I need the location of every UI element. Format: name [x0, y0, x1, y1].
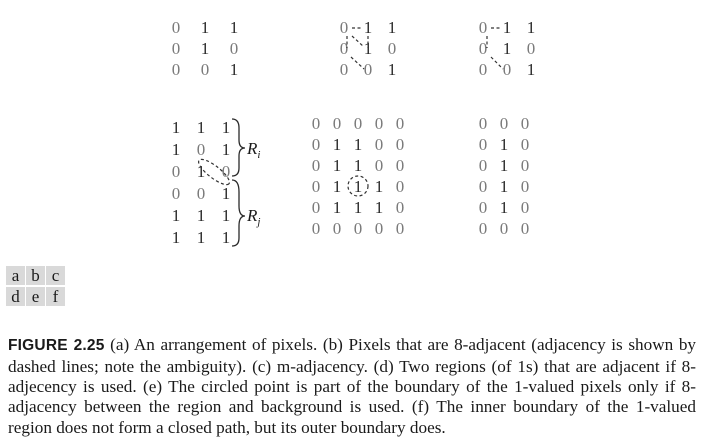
panel-f-cell-r3-c2: 1 [499, 156, 509, 175]
panel-c-cell-r1-c2: 1 [502, 18, 512, 37]
panel-d-cell-r2-c2: 0 [196, 140, 206, 159]
figure-caption [8, 335, 696, 438]
panel-a-cell-r3-c2: 0 [200, 60, 210, 79]
panel-d-region-ri-label: $R_i$ [247, 139, 261, 161]
panel-c-cell-r2-c3: 0 [526, 39, 536, 58]
panel-e-cell-r5-c2: 1 [332, 198, 342, 217]
caption-text: (a) An arrangement of pixels. (b) Pixels that are 8-adjacent (adjacency is shown by dashed lines; note the ambiguity). (c) m-adjacency. (d) Two regions (of 1s) that are adjacent if 8-adjecency is used. (e) The circled point is part of the boundary of the 1-valued pixels only if 8-adjacency between the region and background is used. (f) The inner boundary of the 1-valued region does not form a closed path, but its outer boundary does. [8, 335, 697, 437]
panel-label-grid [6, 266, 66, 308]
panel-e-cell-r2-c2: 1 [332, 135, 342, 154]
panel-c-cell-r3-c2: 0 [502, 60, 512, 79]
panel-d-cell-r3-c3: 0 [221, 162, 231, 181]
panel-e-cell-r5-c5: 0 [395, 198, 405, 217]
panel-f-cell-r1-c2: 0 [499, 114, 509, 133]
panel-c-cell-r3-c1: 0 [478, 60, 488, 79]
panel-c-cell-r1-c3: 1 [526, 18, 536, 37]
panel-label-row-2 [6, 287, 66, 308]
panel-b-cell-r1-c1: 0 [339, 18, 349, 37]
panel-d-cell-r2-c3: 1 [221, 140, 231, 159]
panel-f-cell-r5-c2: 1 [499, 198, 509, 217]
panel-a-cell-r1-c2: 1 [200, 18, 210, 37]
panel-b-cell-r2-c2: 1 [363, 39, 373, 58]
panel-f-cell-r6-c1: 0 [478, 219, 488, 238]
panel-b-cell-r3-c1: 0 [339, 60, 349, 79]
panel-c-cell-r1-c1: 0 [478, 18, 488, 37]
panel-e-cell-r2-c3: 1 [353, 135, 363, 154]
panel-e-cell-r1-c2: 0 [332, 114, 342, 133]
panel-e-cell-r6-c4: 0 [374, 219, 384, 238]
caption-label: FIGURE 2.25 [8, 337, 105, 355]
panel-e-cell-r6-c2: 0 [332, 219, 342, 238]
panel-d-brace-ri [232, 119, 245, 176]
panel-b-cell-r1-c2: 1 [363, 18, 373, 37]
panel-d-region-rj-subscript: j [257, 216, 261, 228]
panel-d-cell-r5-c1: 1 [171, 206, 181, 225]
panel-a-cell-r2-c3: 0 [229, 39, 239, 58]
panel-label-f: f [46, 287, 65, 306]
panel-c-cell-r3-c3: 1 [526, 60, 536, 79]
panel-label-b: b [26, 266, 45, 285]
panel-e-cell-r1-c5: 0 [395, 114, 405, 133]
panel-a-cell-r1-c1: 0 [171, 18, 181, 37]
panel-e-cell-r2-c4: 0 [374, 135, 384, 154]
panel-e-cell-r1-c1: 0 [311, 114, 321, 133]
panel-b-link-diagonal-top [352, 36, 364, 47]
panel-e-cell-r1-c4: 0 [374, 114, 384, 133]
panel-d-cell-r4-c1: 0 [171, 184, 181, 203]
panel-d-cell-r3-c1: 0 [171, 162, 181, 181]
panel-d-cell-r5-c2: 1 [196, 206, 206, 225]
panel-d-cell-r5-c3: 1 [221, 206, 231, 225]
panel-e-cell-r5-c3: 1 [353, 198, 363, 217]
panel-a-cell-r3-c1: 0 [171, 60, 181, 79]
panel-b-cell-r3-c3: 1 [387, 60, 397, 79]
panel-b-link-diagonal [351, 57, 364, 69]
panel-d-cell-r2-c1: 1 [171, 140, 181, 159]
panel-c-cell-r2-c1: 0 [478, 39, 488, 58]
panel-label-row-1 [6, 266, 66, 287]
panel-f-cell-r5-c1: 0 [478, 198, 488, 217]
panel-d-cell-r1-c1: 1 [171, 118, 181, 137]
panel-e-cell-r2-c1: 0 [311, 135, 321, 154]
panel-b-cell-r3-c2: 0 [363, 60, 373, 79]
panel-f-cell-r2-c1: 0 [478, 135, 488, 154]
panel-e-cell-r3-c4: 0 [374, 156, 384, 175]
panel-f-cell-r4-c1: 0 [478, 177, 488, 196]
panel-d-cell-r1-c3: 1 [221, 118, 231, 137]
panel-e-cell-r4-c3: 1 [353, 177, 363, 196]
panel-d-cell-r6-c3: 1 [221, 228, 231, 247]
panel-f-cell-r4-c2: 1 [499, 177, 509, 196]
panel-e-cell-r3-c5: 0 [395, 156, 405, 175]
panel-e-cell-r5-c1: 0 [311, 198, 321, 217]
panel-f-cell-r4-c3: 0 [520, 177, 530, 196]
panel-c-link-diagonal [491, 57, 503, 69]
panel-a-cell-r3-c3: 1 [229, 60, 239, 79]
panel-e-cell-r6-c1: 0 [311, 219, 321, 238]
panel-f-cell-r2-c3: 0 [520, 135, 530, 154]
panel-b-cell-r2-c1: 0 [339, 39, 349, 58]
panel-e-cell-r3-c1: 0 [311, 156, 321, 175]
panel-e-cell-r6-c3: 0 [353, 219, 363, 238]
panel-a-cell-r1-c3: 1 [229, 18, 239, 37]
panel-e-cell-r6-c5: 0 [395, 219, 405, 238]
panel-e-cell-r3-c3: 1 [353, 156, 363, 175]
panel-d-cell-r6-c2: 1 [196, 228, 206, 247]
panel-label-c: c [46, 266, 65, 285]
panel-f-cell-r2-c2: 1 [499, 135, 509, 154]
panel-f-cell-r1-c3: 0 [520, 114, 530, 133]
panel-f-cell-r6-c2: 0 [499, 219, 509, 238]
panel-e-cell-r4-c2: 1 [332, 177, 342, 196]
panel-label-d: d [6, 287, 25, 306]
panel-b-cell-r1-c3: 1 [387, 18, 397, 37]
panel-e-cell-r4-c1: 0 [311, 177, 321, 196]
panel-d-cell-r4-c2: 0 [196, 184, 206, 203]
panel-e-cell-r4-c5: 0 [395, 177, 405, 196]
panel-f-cell-r3-c3: 0 [520, 156, 530, 175]
panel-f-cell-r3-c1: 0 [478, 156, 488, 175]
panel-d-region-ri-subscript: i [257, 149, 261, 161]
panel-e-cell-r2-c5: 0 [395, 135, 405, 154]
panel-b-cell-r2-c3: 0 [387, 39, 397, 58]
panel-e-cell-r5-c4: 1 [374, 198, 384, 217]
panel-c-cell-r2-c2: 1 [502, 39, 512, 58]
panel-e-cell-r4-c4: 1 [374, 177, 384, 196]
panel-a-cell-r2-c2: 1 [200, 39, 210, 58]
panel-e-cell-r3-c2: 1 [332, 156, 342, 175]
panel-f-cell-r5-c3: 0 [520, 198, 530, 217]
panel-d-cell-r4-c3: 1 [221, 184, 231, 203]
panel-d-cell-r6-c1: 1 [171, 228, 181, 247]
panel-label-e: e [26, 287, 45, 306]
panel-f-cell-r6-c3: 0 [520, 219, 530, 238]
panel-a-cell-r2-c1: 0 [171, 39, 181, 58]
panel-d-cell-r3-c2: 1 [196, 162, 206, 181]
panel-d-cell-r1-c2: 1 [196, 118, 206, 137]
panel-f-cell-r1-c1: 0 [478, 114, 488, 133]
panel-d-region-rj-label: $R_j$ [247, 206, 261, 228]
panel-label-a: a [6, 266, 25, 285]
panel-e-cell-r1-c3: 0 [353, 114, 363, 133]
panel-d-brace-rj [232, 180, 245, 246]
